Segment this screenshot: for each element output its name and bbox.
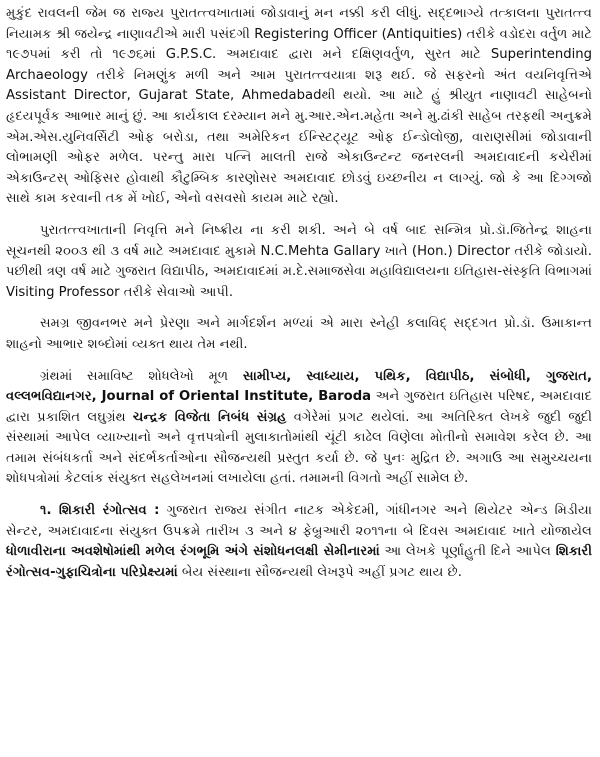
text-run: ગ્રંથમાં સમાવિષ્ટ શોધલેખો મૂળ	[40, 368, 243, 384]
document-page	[6, 4, 592, 752]
text-run: મુકુંદ રાવલની જેમ જ રાજ્ય પુરાતત્ત્વખાતામાં જોડાવાનું મન નક્કી કરી લીધું. સદ્દભાગ્યે તત્કાલના પુરાતત્ત્વ નિયામક શ્રી જયેન્દ્ર નાણાવટીએ મારી પસંદગી Registering Officer (Antiquities) તરીકે વડોદરા વર્તુળ માટે ૧૯૭૫માં કરી તો ૧૯૭૬માં G.P.S.C. અમદાવાદ દ્વારા મને દક્ષિણવર્તુળ, સુરત માટે Superintending Archaeology તરીકે નિમણુંક મળી અને આમ પુરાતત્ત્વયાત્રા શરૂ થઈ. જે સફરનો અંત વયનિવૃત્તિએ Assistant Director, Gujarat State, Ahmedabadથી થયો. આ માટે હું શ્રીયુત નાણાવટી સાહેબનો હૃદયપૂર્વક આભાર માનું છું. આ કાર્યકાલ દરમ્યાન મને મુ.આર.એન.મહેતા અને મુ.ઢાંકી સાહેબ તરફથી અનુક્રમે એમ.એસ.યુનિવર્સિટી ઓફ બરોડા, તથા અમેરિકન ઈન્સ્ટિટ્યૂટ ઓફ ઈન્ડોલોજી, વારાણસીમાં જોડાવાની લોભામણી ઓફર મળેલ. પરન્તુ મારા પત્નિ માલતી રાજે એકાઉન્ટન્ટ જનરલની અમદાવાદની કચેરીમાં એકાઉન્ટસ્ ઓફિસર હોવાથી કૌટુમ્બિક કારણોસર અમદાવાદ છોડવું ઇચ્છનીય ન લાગ્યું. જો કે આ દિગ્ગજો સાથે કામ કરવાની તક મેં ખોઈ, એનો વસવસો કાયમ માટે રહ્યો.	[6, 6, 592, 207]
text-run-bold: ૧. શિકારી રંગોત્સવ :	[40, 503, 160, 519]
paragraph-article-1	[6, 501, 592, 583]
text-run: બેય સંસ્થાના સૌજન્યથી લેખરૂપે અહીં પ્રગટ થાય છે.	[177, 564, 462, 580]
text-run: આ લેખકે પૂર્ણાહુતી દિને આપેલ	[379, 544, 556, 560]
text-run: સમગ્ર જીવનભર મને પ્રેરણા અને માર્ગદર્શન મળ્યાં એ મારા સ્નેહી કલાવિદ્ સદ્દગત પ્રો.ડૉ. ઉમાકાન્ત શાહનો આભાર શબ્દોમાં વ્યક્ત થાય તેમ નથી.	[6, 316, 592, 352]
text-run-bold: શિકારી રંગોત્સવ-ગુફાચિત્રોના પરિપ્રેક્ષ્યમાં	[6, 544, 592, 580]
paragraph-career-archaeology	[6, 4, 592, 210]
paragraph-post-retirement	[6, 221, 592, 303]
text-run-bold: ધોળાવીરાના અવશેષોમાંથી મળેલ રંગભૂમિ અંગે સંશોધનલક્ષી સેમીનારમાં	[6, 544, 380, 560]
text-run: અને ગુજરાત ઇતિહાસ પરિષદ, અમદાવાદ દ્વારા પ્રકાશિત લઘુગ્રંથ	[6, 389, 592, 425]
text-run: વગેરેમાં પ્રગટ થયેલાં. આ અતિરિક્ત લેખકે જુદી જુદી સંસ્થામાં આપેલ વ્યાખ્યાનો અને વૃત્તપત્રોની મુલાકાતોમાંથી ચૂંટી કાઢેલ વિણેલા મોતીનો સમાવેશ કરેલ છે. આ તમામ સંબંધકર્તા અને સંદર્ભકર્તાઓના સૌજન્યથી પ્રસ્તુત કર્યા છે. જે પુનઃ મુદ્રિત છે. અગાઉ આ સમુચ્ચયના શોધપત્રોમાં કેટલાંક સંયુક્ત સહલેખનમાં લખાયેલા હતાં. તમામની વિગતો અહીં સામેલ છે.	[6, 409, 592, 487]
text-run-bold: સામીપ્ય, સ્વાધ્યાય, પથિક, વિદ્યાપીઠ, સંબોધી, ગુજરાત, વલ્લભવિદ્યાનગર, Journal of Oriental Institute, Baroda	[6, 368, 592, 405]
text-run: પુરાતત્ત્વખાતાની નિવૃત્તિ મને નિષ્ક્રીય ના કરી શકી. અને બે વર્ષ બાદ સન્મિત્ર પ્રો.ડૉ.જિતેન્દ્ર શાહના સૂચનથી ૨૦૦૩ થી ૩ વર્ષ માટે અમદાવાદ મુકામે N.C.Mehta Gallary ખાતે (Hon.) Director તરીકે જોડાયો. પછીથી ત્રણ વર્ષ માટે ગુજરાત વિદ્યાપીઠ, અમદાવાદમાં મ.દે.સમાજસેવા મહાવિદ્યાલયના ઇતિહાસ-સંસ્કૃતિ વિભાગમાં Visiting Professor તરીકે સેવાઓ આપી.	[6, 222, 592, 300]
paragraph-sources	[6, 367, 592, 491]
text-run-bold: ચન્દ્રક વિજેતા નિબંધ સંગ્રહ	[132, 409, 287, 425]
paragraph-acknowledgement	[6, 314, 592, 355]
text-run: ગુજરાત રાજ્ય સંગીત નાટક એકેદમી, ગાંધીનગર અને થિયેટર એન્ડ મિડીયા સેન્ટર, અમદાવાદના સંયુક્ત ઉપક્રમે તારીખ ૩ અને ૪ ફેબ્રુઆરી ૨૦૧૧ના બે દિવસ અમદાવાદ ખાતે યોજાયેલ	[6, 503, 592, 539]
